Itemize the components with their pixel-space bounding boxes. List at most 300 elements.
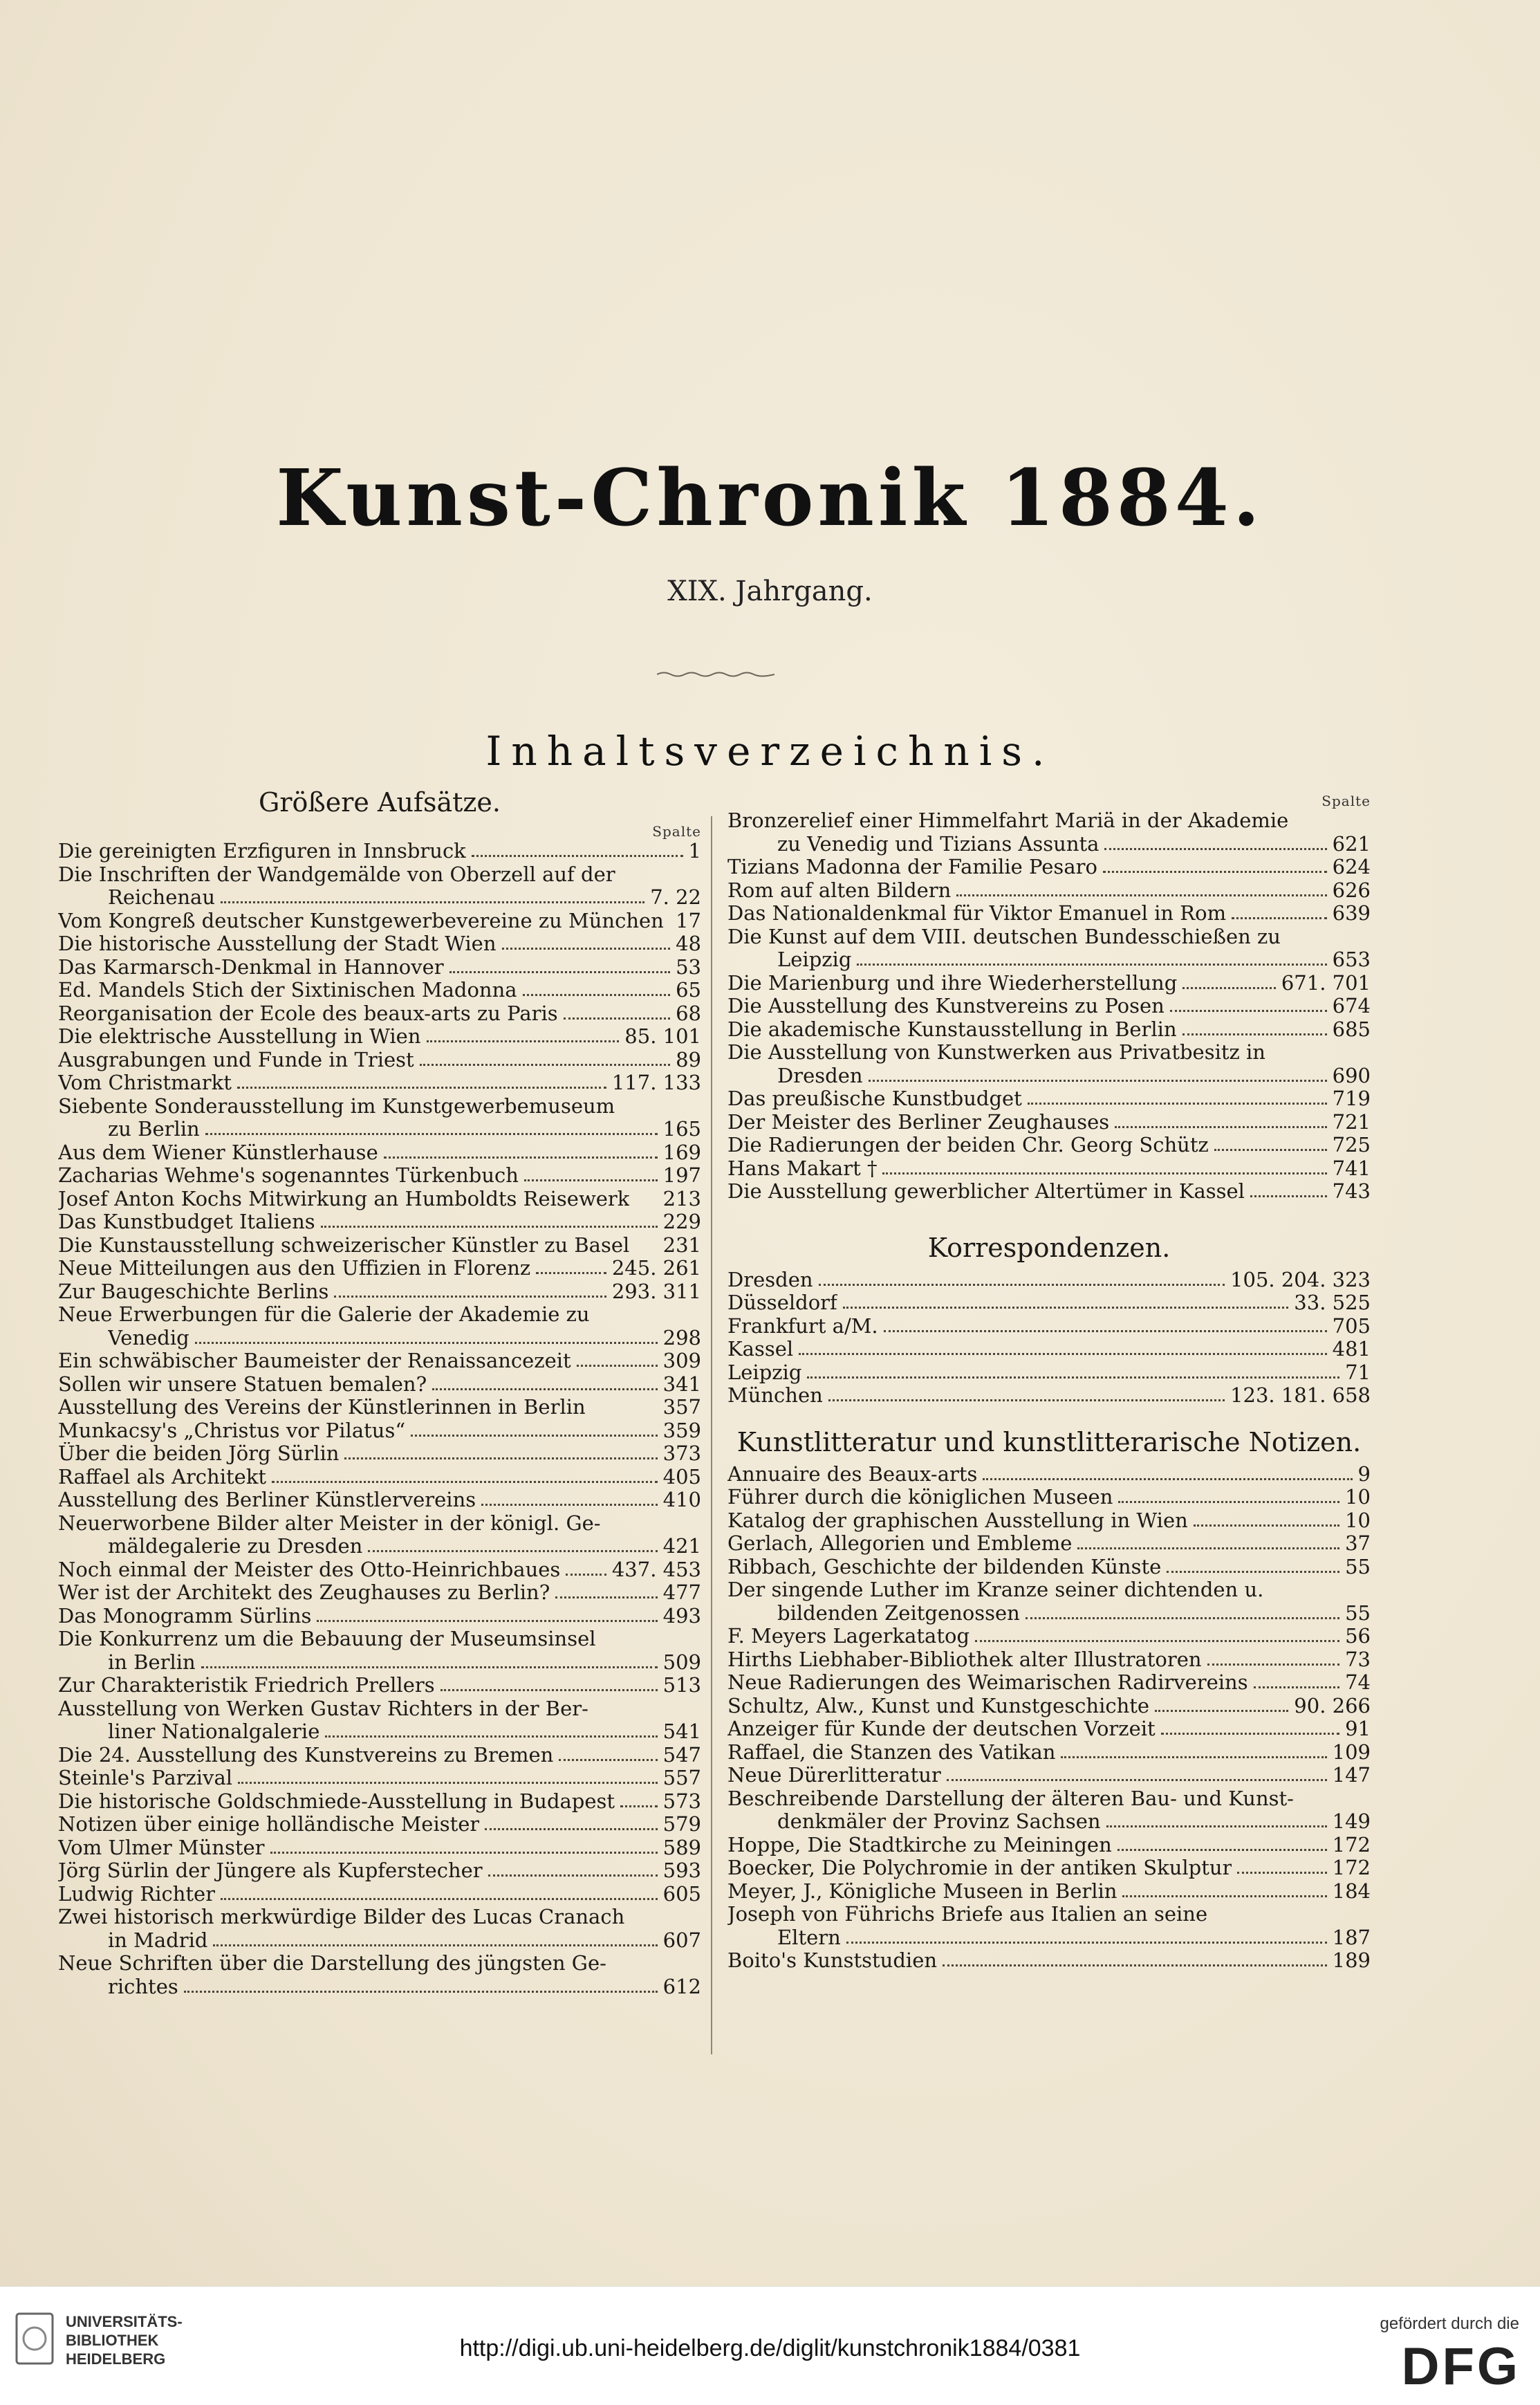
toc-entry	[58, 1697, 701, 1721]
column-number: 17	[676, 909, 701, 932]
toc-entry	[58, 1952, 701, 1975]
logo-line: UNIVERSITÄTS-	[66, 2313, 183, 2330]
section-title: Größere Aufsätze.	[259, 787, 501, 818]
column-number: 10	[1345, 1486, 1371, 1509]
column-number: 725	[1332, 1134, 1371, 1157]
entry-title: Ausstellung des Vereins der Künstlerinnen in Berlin	[58, 1396, 586, 1419]
column-number: 624	[1332, 856, 1371, 878]
leader-dots	[237, 1087, 606, 1089]
column-number: 410	[662, 1489, 701, 1511]
column-number: 53	[676, 955, 701, 979]
toc-entry	[727, 1671, 1371, 1695]
entry-title: Steinle's Parzival	[58, 1767, 233, 1789]
column-number: 593	[662, 1859, 701, 1882]
leader-dots	[1026, 1617, 1339, 1619]
toc-entry	[727, 833, 1371, 856]
toc-entry	[727, 1880, 1371, 1904]
toc-entry	[58, 1906, 701, 1929]
entry-title: Aus dem Wiener Künstlerhause	[58, 1141, 378, 1164]
toc-entry	[727, 925, 1371, 949]
column-number: 109	[1332, 1740, 1371, 1764]
entry-title: Leipzig	[777, 948, 852, 971]
entry-title: Die Kunstausstellung schweizerischer Künstler zu Basel	[58, 1233, 630, 1257]
leader-dots	[427, 1040, 620, 1042]
leader-dots	[221, 1898, 658, 1900]
entry-title: bildenden Zeitgenossen	[777, 1601, 1020, 1625]
toc-entry	[58, 1813, 701, 1836]
column-number: 7. 22	[650, 886, 701, 909]
entry-title: richtes	[108, 1975, 178, 1998]
toc-entry	[727, 1810, 1371, 1834]
column-number: 741	[1332, 1157, 1371, 1180]
entry-title: mäldegalerie zu Dresden	[108, 1535, 363, 1558]
entry-title: Ein schwäbischer Baumeister der Renaissancezeit	[58, 1349, 571, 1372]
leader-dots	[1155, 1710, 1288, 1712]
entry-title: Vom Ulmer Münster	[58, 1836, 265, 1859]
toc-entry	[727, 1625, 1371, 1648]
toc-entry	[727, 1648, 1371, 1672]
toc-entry	[727, 1361, 1371, 1385]
entry-title: Die akademische Kunstausstellung in Berlin	[727, 1017, 1177, 1041]
leader-dots	[334, 1296, 606, 1298]
entry-title: Raffael, die Stanzen des Vatikan	[727, 1740, 1056, 1764]
entry-title: Raffael als Architekt	[58, 1465, 267, 1489]
toc-entry	[727, 1291, 1371, 1315]
column-number: 719	[1332, 1087, 1371, 1110]
entry-title: Hoppe, Die Stadtkirche zu Meiningen	[727, 1833, 1112, 1856]
column-number: 621	[1332, 832, 1371, 856]
column-number: 481	[1332, 1338, 1371, 1361]
toc-entry	[727, 1087, 1371, 1111]
column-number: 172	[1332, 1833, 1371, 1856]
leader-dots	[344, 1457, 657, 1459]
leader-dots	[947, 1779, 1327, 1781]
funded-by-label: gefördert durch die	[1380, 2314, 1519, 2333]
entry-title: Zur Baugeschichte Berlins	[58, 1280, 329, 1303]
entry-title: Zwei historisch merkwürdige Bilder des Lucas Cranach	[58, 1906, 625, 1928]
column-number: 671. 701	[1281, 971, 1371, 995]
entry-title: Das Nationaldenkmal für Viktor Emanuel in Rom	[727, 902, 1227, 925]
leader-dots	[564, 1017, 670, 1020]
entry-title: Das Kunstbudget Italiens	[58, 1210, 315, 1233]
column-number: 477	[662, 1581, 701, 1604]
leader-dots	[1254, 1686, 1339, 1688]
literature-entries	[727, 1463, 1371, 1973]
toc-entry	[58, 932, 701, 956]
entry-title: Neue Dürerlitteratur	[727, 1764, 941, 1787]
entry-title: Wer ist der Architekt des Zeughauses zu Berlin?	[58, 1581, 550, 1604]
leader-dots	[1028, 1103, 1327, 1105]
leader-dots	[566, 1574, 606, 1576]
column-number: 73	[1345, 1648, 1371, 1671]
entry-title: Vom Christmarkt	[58, 1071, 232, 1094]
toc-entry	[58, 840, 701, 863]
toc-entry	[727, 972, 1371, 995]
entry-title: Tizians Madonna der Familie Pesaro	[727, 856, 1097, 878]
toc-entry	[727, 1509, 1371, 1533]
column-number: 184	[1332, 1879, 1371, 1903]
leader-dots	[1118, 1501, 1339, 1503]
column-number: 169	[662, 1141, 701, 1164]
entry-title: Die gereinigten Erzfiguren in Innsbruck	[58, 840, 466, 863]
entry-title: Venedig	[108, 1326, 189, 1349]
entry-title: Munkacsy's „Christus vor Pilatus“	[58, 1419, 406, 1442]
entry-title: Beschreibende Darstellung der älteren Bau- und Kunst-	[727, 1787, 1294, 1810]
toc-entry	[727, 1556, 1371, 1579]
column-number: 547	[662, 1743, 701, 1767]
entry-title: Die elektrische Ausstellung in Wien	[58, 1025, 421, 1048]
entry-title: Schultz, Alw., Kunst und Kunstgeschichte	[727, 1694, 1150, 1717]
leader-dots	[420, 1064, 670, 1066]
entry-title: Joseph von Führichs Briefe aus Italien an seine	[727, 1903, 1208, 1926]
leader-dots	[956, 894, 1326, 896]
source-url[interactable]: http://digi.ub.uni-heidelberg.de/diglit/kunstchronik1884/0381	[459, 2335, 1081, 2361]
entry-title: Neue Radierungen des Weimarischen Radirvereins	[727, 1671, 1248, 1694]
entry-title: Führer durch die königlichen Museen	[727, 1486, 1113, 1509]
leader-dots	[1214, 1149, 1327, 1151]
entry-title: Siebente Sonderausstellung im Kunstgewerbemuseum	[58, 1094, 615, 1118]
leader-dots	[1122, 1895, 1326, 1897]
column-number: 165	[662, 1118, 701, 1141]
toc-entry	[727, 1695, 1371, 1718]
toc-entry	[58, 1118, 701, 1141]
entry-title: Ribbach, Geschichte der bildenden Künste	[727, 1555, 1162, 1578]
entry-title: Hirths Liebhaber-Bibliothek alter Illustratoren	[727, 1648, 1202, 1671]
leader-dots	[555, 1596, 657, 1598]
toc-entry	[58, 1466, 701, 1489]
toc-entry	[727, 809, 1371, 833]
leader-dots	[317, 1620, 657, 1622]
entry-title: Das Karmarsch-Denkmal in Hannover	[58, 955, 444, 979]
column-number: 359	[662, 1419, 701, 1442]
entry-title: Boecker, Die Polychromie in der antiken Skulptur	[727, 1856, 1232, 1879]
leader-dots	[485, 1828, 657, 1830]
leader-dots	[1115, 1126, 1326, 1128]
toc-entry	[727, 1532, 1371, 1556]
toc-entry	[727, 948, 1371, 972]
entry-title: Neue Mitteilungen aus den Uffizien in Florenz	[58, 1257, 531, 1280]
toc-entry	[58, 1929, 701, 1953]
right-column	[727, 782, 1371, 1973]
column-number: 90. 266	[1294, 1694, 1371, 1717]
dfg-logo: DFG	[1401, 2337, 1521, 2396]
column-number: 341	[662, 1372, 701, 1396]
leader-dots	[1106, 1825, 1327, 1827]
toc-entry	[58, 1025, 701, 1049]
entry-title: Vom Kongreß deutscher Kunstgewerbevereine zu München	[58, 909, 664, 932]
entry-title: Ludwig Richter	[58, 1882, 216, 1906]
entry-title: Kassel	[727, 1338, 794, 1361]
left-column	[58, 782, 701, 1998]
entry-title: Düsseldorf	[727, 1291, 837, 1314]
column-number: 117. 133	[611, 1071, 701, 1094]
toc-entry	[58, 1489, 701, 1512]
entry-title: Das preußische Kunstbudget	[727, 1087, 1022, 1110]
column-number: 147	[1332, 1764, 1371, 1787]
toc-entry	[58, 1859, 701, 1883]
toc-entry	[727, 1111, 1371, 1134]
toc-entry	[727, 1764, 1371, 1787]
entry-title: Jörg Sürlin der Jüngere als Kupferstecher	[58, 1859, 483, 1882]
entry-title: Der singende Luther im Kranze seiner dichtenden u.	[727, 1578, 1264, 1601]
toc-entry	[58, 863, 701, 887]
column-number: 541	[662, 1720, 701, 1743]
toc-entry	[58, 1790, 701, 1814]
entry-title: Anzeiger für Kunde der deutschen Vorzeit	[727, 1717, 1156, 1740]
leader-dots	[799, 1353, 1326, 1355]
leader-dots	[1061, 1756, 1326, 1758]
column-number: 493	[662, 1604, 701, 1628]
leader-dots	[869, 1080, 1327, 1082]
leader-dots	[846, 1942, 1327, 1944]
leader-dots	[321, 1226, 658, 1228]
entry-title: Bronzerelief einer Himmelfahrt Mariä in der Akademie	[727, 809, 1289, 832]
toc-entry	[58, 910, 701, 933]
entry-title: in Madrid	[108, 1928, 208, 1952]
column-number: 85. 101	[624, 1025, 701, 1048]
column-label: Spalte	[652, 823, 701, 840]
entry-title: Das Monogramm Sürlins	[58, 1604, 312, 1628]
entry-title: liner Nationalgalerie	[108, 1720, 320, 1743]
entry-title: Die historische Goldschmiede-Ausstellung in Budapest	[58, 1789, 615, 1813]
logo-line: BIBLIOTHEK	[66, 2332, 159, 2349]
column-number: 10	[1345, 1509, 1371, 1532]
toc-entry	[727, 1180, 1371, 1204]
toc-entry	[58, 1164, 701, 1188]
toc-entry	[727, 1157, 1371, 1181]
column-number: 705	[1332, 1314, 1371, 1338]
entry-title: zu Berlin	[108, 1118, 200, 1141]
column-number: 187	[1332, 1926, 1371, 1949]
toc-entry	[727, 1834, 1371, 1857]
column-number: 55	[1345, 1555, 1371, 1578]
volume-subtitle: XIX. Jahrgang.	[667, 575, 873, 607]
entry-title: München	[727, 1384, 823, 1407]
entry-title: in Berlin	[108, 1650, 196, 1674]
column-number: 293. 311	[611, 1280, 701, 1303]
column-number: 607	[662, 1928, 701, 1952]
column-number: 405	[662, 1465, 701, 1489]
leader-dots	[1103, 871, 1327, 873]
column-number: 589	[662, 1836, 701, 1859]
toc-entry	[58, 979, 701, 1002]
column-label: Spalte	[1321, 793, 1371, 809]
leader-dots	[449, 971, 670, 973]
column-number: 1	[688, 840, 701, 863]
toc-entry	[727, 856, 1371, 879]
entry-title: Die historische Ausstellung der Stadt Wien	[58, 932, 497, 955]
toc-entry	[727, 1856, 1371, 1880]
entry-title: Ausstellung des Berliner Künstlervereins	[58, 1489, 476, 1511]
toc-entry	[727, 1315, 1371, 1338]
toc-entry	[58, 1188, 701, 1211]
toc-entry	[58, 1141, 701, 1165]
column-number: 298	[662, 1326, 701, 1349]
entry-title: F. Meyers Lagerkatatog	[727, 1625, 970, 1648]
toc-entry	[727, 1787, 1371, 1811]
entry-title: Leipzig	[727, 1361, 802, 1384]
toc-entry	[58, 1373, 701, 1397]
toc-entry	[58, 1581, 701, 1605]
toc-entry	[58, 1605, 701, 1628]
leader-dots	[943, 1964, 1327, 1966]
column-number: 245. 261	[611, 1257, 701, 1280]
main-title: Kunst-Chronik 1884.	[276, 453, 1264, 544]
column-number: 674	[1332, 995, 1371, 1017]
leader-dots	[884, 1330, 1327, 1332]
column-number: 605	[662, 1882, 701, 1906]
entry-title: Die Radierungen der beiden Chr. Georg Schütz	[727, 1134, 1209, 1157]
leader-dots	[213, 1944, 657, 1946]
toc-entry	[727, 1578, 1371, 1602]
leader-dots	[1077, 1547, 1339, 1549]
column-number: 229	[662, 1210, 701, 1233]
leader-dots	[384, 1157, 658, 1159]
left-entries	[58, 840, 701, 1998]
column-number: 557	[662, 1767, 701, 1789]
toc-entry	[727, 902, 1371, 925]
leader-dots	[807, 1376, 1339, 1379]
toc-entry	[58, 1234, 701, 1257]
toc-entry	[727, 1134, 1371, 1157]
entry-title: Die Ausstellung des Kunstvereins zu Posen	[727, 995, 1165, 1017]
toc-entry	[727, 1269, 1371, 1292]
toc-entry	[58, 1651, 701, 1675]
entry-title: Sollen wir unsere Statuen bemalen?	[58, 1372, 427, 1396]
leader-dots	[857, 964, 1326, 966]
toc-entry	[727, 1463, 1371, 1486]
leader-dots	[620, 1805, 658, 1807]
toc-entry	[58, 1883, 701, 1906]
entry-title: Notizen über einige holländische Meister	[58, 1813, 480, 1836]
leader-dots	[536, 1272, 606, 1274]
toc-entry	[727, 1717, 1371, 1741]
column-number: 513	[662, 1674, 701, 1697]
column-number: 105. 204. 323	[1230, 1268, 1371, 1291]
entry-title: Die Ausstellung gewerblicher Altertümer in Kassel	[727, 1180, 1245, 1203]
entry-title: Hans Makart †	[727, 1157, 878, 1180]
column-number: 509	[662, 1650, 701, 1674]
entry-title: zu Venedig und Tizians Assunta	[777, 832, 1100, 856]
toc-entry	[727, 1602, 1371, 1625]
toc-entry	[727, 1486, 1371, 1509]
toc-entry	[58, 1049, 701, 1072]
leader-dots	[472, 855, 683, 857]
toc-entry	[727, 1741, 1371, 1764]
column-number: 573	[662, 1789, 701, 1813]
toc-entry	[58, 1512, 701, 1536]
leader-dots	[1117, 1849, 1327, 1851]
leader-dots	[1237, 1872, 1326, 1874]
toc-entry	[727, 879, 1371, 903]
entry-title: Meyer, J., Königliche Museen in Berlin	[727, 1879, 1117, 1903]
leader-dots	[828, 1399, 1225, 1401]
column-number: 653	[1332, 948, 1371, 971]
toc-entry	[58, 1767, 701, 1790]
entry-title: Ausstellung von Werken Gustav Richters in der Ber-	[58, 1697, 588, 1720]
entry-title: Die Inschriften der Wandgemälde von Oberzell auf der	[58, 863, 615, 886]
column-number: 197	[662, 1164, 701, 1187]
leader-dots	[1170, 1010, 1327, 1012]
leader-dots	[1232, 917, 1327, 919]
column-number: 373	[662, 1442, 701, 1465]
leader-dots	[559, 1759, 657, 1761]
column-number: 74	[1345, 1671, 1371, 1694]
leader-dots	[184, 1991, 658, 1993]
column-number: 213	[662, 1187, 701, 1210]
entry-title: Dresden	[727, 1268, 813, 1291]
column-number: 149	[1332, 1810, 1371, 1833]
leader-dots	[975, 1640, 1339, 1642]
leader-dots	[368, 1550, 657, 1552]
leader-dots	[440, 1689, 658, 1691]
entry-title: Dresden	[777, 1064, 863, 1087]
toc-entry	[58, 1303, 701, 1327]
entry-title: Boito's Kunststudien	[727, 1949, 938, 1972]
entry-title: Rom auf alten Bildern	[727, 878, 952, 902]
column-number: 743	[1332, 1180, 1371, 1203]
toc-entry	[727, 1384, 1371, 1408]
entry-title: Die 24. Ausstellung des Kunstvereins zu Bremen	[58, 1743, 554, 1767]
column-number: 626	[1332, 878, 1371, 902]
toc-entry	[58, 956, 701, 979]
toc-entry	[727, 1338, 1371, 1361]
logo-line: HEIDELBERG	[66, 2350, 166, 2368]
leader-dots	[1207, 1664, 1340, 1666]
toc-entry	[58, 1419, 701, 1443]
column-number: 123. 181. 658	[1230, 1384, 1371, 1407]
section-title: Kunstlitteratur und kunstlitterarische Notizen.	[736, 1426, 1362, 1457]
toc-entry	[58, 1975, 701, 1999]
column-number: 357	[662, 1396, 701, 1419]
leader-dots	[983, 1478, 1352, 1480]
entry-title: Neue Erwerbungen für die Galerie der Akademie zu	[58, 1303, 590, 1326]
toc-heading: Inhaltsverzeichnis.	[485, 728, 1055, 775]
leader-dots	[524, 1179, 658, 1181]
entry-title: Über die beiden Jörg Sürlin	[58, 1442, 340, 1465]
toc-entry	[727, 1903, 1371, 1926]
column-number: 33. 525	[1294, 1291, 1371, 1314]
toc-entry	[58, 1442, 701, 1466]
entry-title: Katalog der graphischen Ausstellung in Wien	[727, 1509, 1188, 1532]
toc-entry	[58, 1327, 701, 1350]
leader-dots	[1167, 1571, 1339, 1573]
entry-title: Die Marienburg und ihre Wiederherstellung	[727, 971, 1178, 995]
column-number: 56	[1345, 1625, 1371, 1648]
entry-title: Der Meister des Berliner Zeughauses	[727, 1110, 1110, 1134]
column-number: 721	[1332, 1110, 1371, 1134]
leader-dots	[221, 901, 644, 903]
toc-entry	[58, 1628, 701, 1651]
column-number: 71	[1345, 1361, 1371, 1384]
entry-title: Noch einmal der Meister des Otto-Heinrichbaues	[58, 1558, 561, 1581]
entry-title: Annuaire des Beaux-arts	[727, 1462, 978, 1486]
toc-entry	[58, 1257, 701, 1280]
toc-entry	[58, 1744, 701, 1767]
leader-dots	[411, 1435, 657, 1437]
toc-entry	[58, 1720, 701, 1744]
entry-title: Neue Schriften über die Darstellung des jüngsten Ge-	[58, 1952, 606, 1975]
entry-title: Frankfurt a/M.	[727, 1314, 878, 1338]
leader-dots	[272, 1481, 658, 1483]
entry-title: Neuerworbene Bilder alter Meister in der königl. Ge-	[58, 1511, 601, 1535]
toc-entry	[58, 1095, 701, 1118]
footer-bar	[0, 2286, 1540, 2405]
column-number: 9	[1357, 1462, 1371, 1486]
toc-entry	[727, 1065, 1371, 1088]
leader-dots	[488, 1874, 658, 1877]
toc-entry	[58, 1396, 701, 1419]
